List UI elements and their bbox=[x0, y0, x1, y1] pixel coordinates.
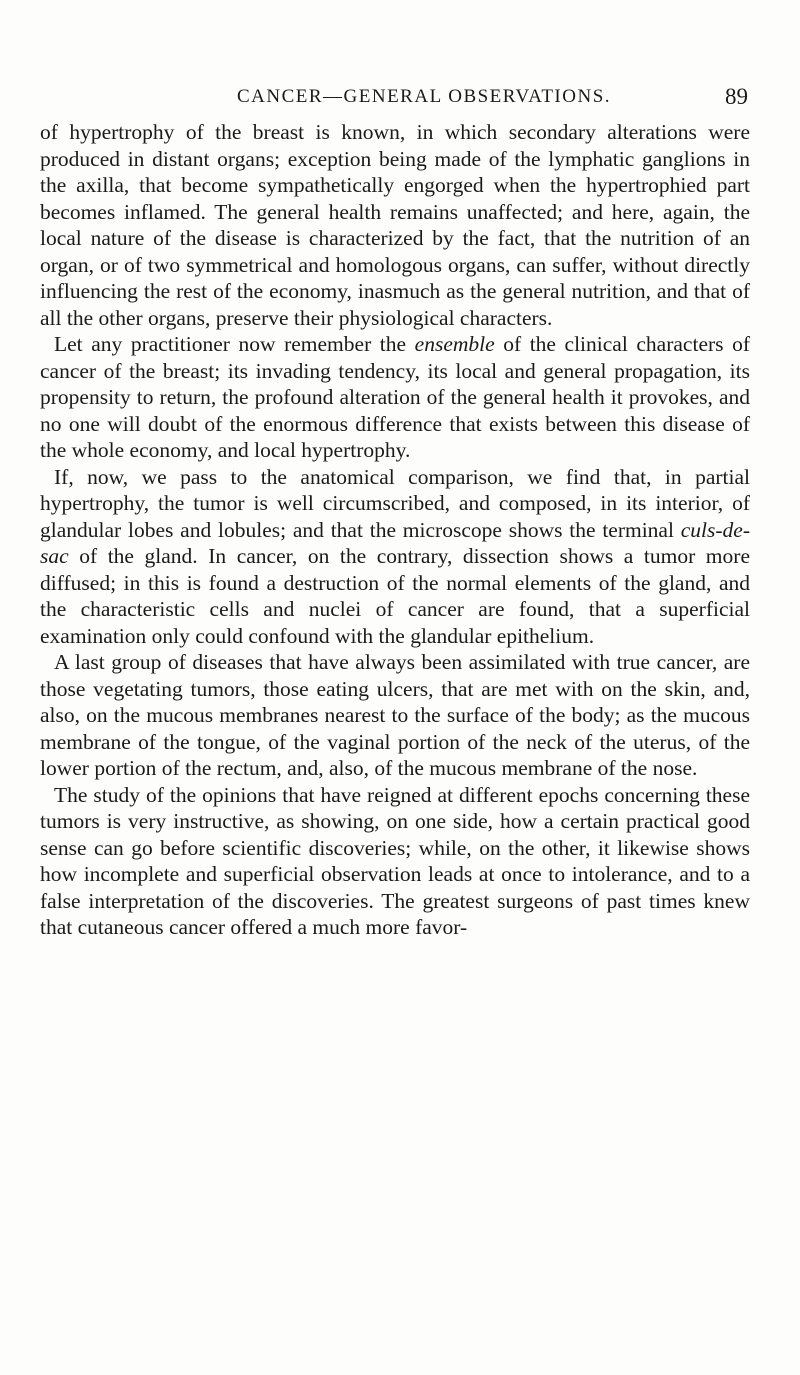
text-run: of the clinical characters of cancer of the breast; its invading tendency, its local and general propagation, its propensity to return, the profound alteration of the general health it provokes, and no one will doubt of the enormous difference that exists between this disease of the whole economy, and local hypertrophy. bbox=[40, 332, 750, 462]
paragraph: The study of the opinions that have reigned at different epochs concerning these tumors is very instructive, as showing, on one side, how a certain practical good sense can go before scientific discoveries; while, on the other, it likewise shows how incomplete and superficial observation leads at once to intolerance, and to a false interpretation of the discoveries. The greatest surgeons of past times knew that cutaneous cancer offered a much more favor- bbox=[40, 782, 750, 939]
paragraph bbox=[40, 331, 750, 464]
page-number: 89 bbox=[725, 84, 748, 109]
running-title: CANCER—GENERAL OBSERVATIONS. bbox=[236, 86, 612, 107]
body-text bbox=[40, 119, 750, 941]
text-run: of the gland. In cancer, on the contrary, dissection shows a tumor more diffused; in this is found a destruction of the normal elements of the gland, and the characteristic cells and nuclei of cancer are found, that a superficial examination only could confound with the glandular epithelium. bbox=[40, 544, 750, 648]
paragraph: A last group of diseases that have always been assimilated with true cancer, are those vegetating tumors, those eating ulcers, that are met with on the skin, and, also, on the mucous membranes nearest to the surface of the body; as the mucous membrane of the tongue, of the vaginal portion of the neck of the uterus, of the lower portion of the rectum, and, also, of the mucous membrane of the nose. bbox=[40, 650, 750, 780]
text-run: Let any practitioner now remember the bbox=[54, 332, 415, 356]
italic-term: culs-de-sac bbox=[40, 517, 750, 568]
italic-term: ensemble bbox=[414, 332, 495, 356]
paragraph: of hypertrophy of the breast is known, in which secondary alterations were produced in distant organs; exception being made of the lymphatic ganglions in the axilla, that become sympathetically engorged when the hypertrophied part becomes inflamed. The general health remains unaffected; and here, again, the local nature of the disease is characterized by the fact, that the nutrition of an organ, or of two symmetrical and homologous organs, can suffer, without directly influencing the rest of the economy, inasmuch as the general nutrition, and that of all the other organs, preserve their physiological characters. bbox=[40, 120, 750, 330]
running-head bbox=[40, 86, 748, 116]
paragraph bbox=[40, 464, 750, 650]
text-run: If, now, we pass to the anatomical comparison, we find that, in partial hypertrophy, the tumor is well circumscribed, and composed, in its interior, of glandular lobes and lobules; and that the microscope shows the terminal bbox=[40, 464, 750, 542]
